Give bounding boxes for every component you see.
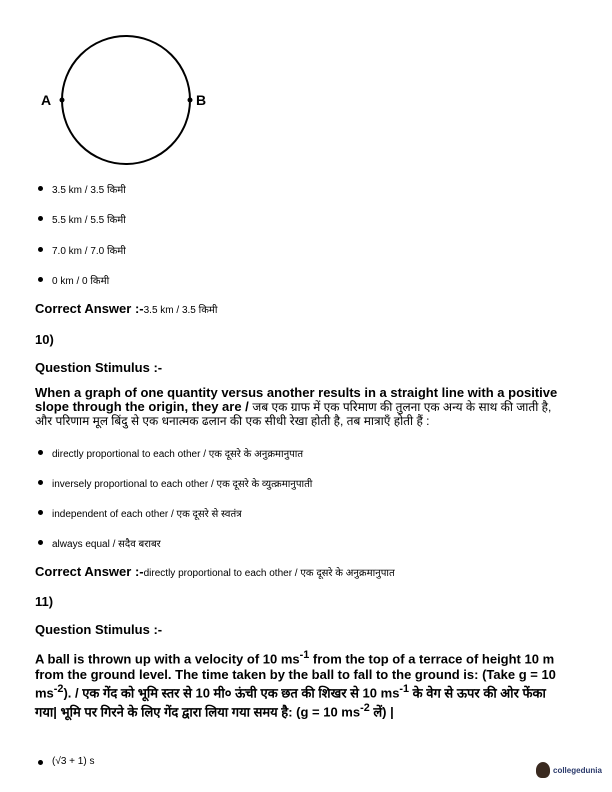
q11-superscript: -1 bbox=[399, 683, 410, 696]
q10-option-1: directly proportional to each other / एक दूसरे के अनुक्रमानुपात bbox=[52, 446, 303, 460]
q11-text-part: लें) | bbox=[369, 704, 394, 720]
logo-text: collegedunia bbox=[553, 765, 602, 775]
label-b: B bbox=[196, 92, 207, 108]
q10-stimulus-label: Question Stimulus :- bbox=[35, 360, 163, 375]
q10-number: 10) bbox=[35, 332, 54, 347]
q10-question-text bbox=[35, 386, 565, 428]
q10-text-en: When a graph of one quantity versus another results in a straight line with a positive slope through the origin, they are / bbox=[35, 385, 558, 414]
point-b bbox=[188, 98, 193, 103]
q10-option-2: inversely proportional to each other / एक दूसरे के व्युत्क्रमानुपाती bbox=[52, 476, 312, 490]
q11-superscript: -1 bbox=[299, 649, 310, 661]
q11-stimulus-label: Question Stimulus :- bbox=[35, 622, 163, 637]
q11-number: 11) bbox=[35, 594, 54, 609]
q10-correct-answer bbox=[35, 564, 395, 579]
collegedunia-logo bbox=[536, 762, 602, 778]
q9-option-2: 5.5 km / 5.5 किमी bbox=[52, 212, 126, 226]
q10-option-4: always equal / सदैव बराबर bbox=[52, 536, 161, 550]
q11-option-1: (√3 + 1) s bbox=[52, 756, 95, 767]
mascot-icon bbox=[536, 762, 550, 778]
correct-value: directly proportional to each other / एक दूसरे के अनुक्रमानुपात bbox=[143, 568, 395, 579]
circle-diagram bbox=[40, 25, 220, 175]
q11-text-part: के वेग से ऊपर की ओर फेंका गया| भूमि पर गिरने के लिए गेंद द्वारा लिया गया समय है: (g = 10 ms bbox=[35, 685, 546, 720]
q9-option-1: 3.5 km / 3.5 किमी bbox=[52, 182, 126, 196]
circle-path bbox=[62, 36, 190, 164]
q11-text-part: A ball is thrown up with a velocity of 10 ms bbox=[35, 651, 300, 667]
q9-correct-answer bbox=[35, 301, 217, 316]
correct-label: Correct Answer :- bbox=[35, 301, 144, 316]
q9-option-3: 7.0 km / 7.0 किमी bbox=[52, 243, 126, 257]
q11-superscript: -2 bbox=[360, 702, 370, 715]
q11-question-text bbox=[35, 648, 565, 720]
point-a bbox=[60, 98, 65, 103]
label-a: A bbox=[41, 92, 52, 108]
q11-superscript: -2 bbox=[53, 683, 64, 696]
q9-option-4: 0 km / 0 किमी bbox=[52, 273, 109, 287]
q11-text-part: from the top of a terrace of height 10 m from the ground level. The time taken by the ball to fall to the ground is: (Take g = 10 ms bbox=[35, 651, 556, 701]
correct-label: Correct Answer :- bbox=[35, 564, 144, 579]
q11-text-part: ). / एक गेंद को भूमि स्तर से 10 मी० ऊंची एक छत की शिखर से 10 ms bbox=[63, 685, 400, 701]
q10-text-hi: जब एक ग्राफ में एक परिमाण की तुलना एक अन्य के साथ की जाती है, और परिणाम मूल बिंदु से एक धनात्मक ढलान की एक सीधी रेखा होती है, तब मात्राएँ होती हैं : bbox=[35, 400, 552, 428]
q10-option-3: independent of each other / एक दूसरे से स्वतंत्र bbox=[52, 506, 242, 520]
correct-value: 3.5 km / 3.5 किमी bbox=[143, 305, 218, 316]
